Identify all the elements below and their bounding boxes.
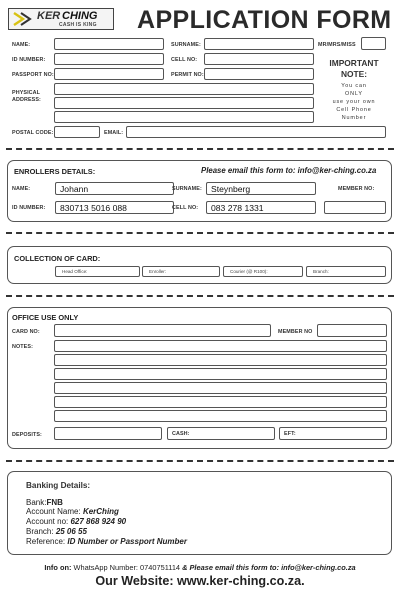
divider (6, 232, 394, 234)
divider (6, 148, 394, 150)
enroller-id-value: 830713 5016 088 (60, 203, 127, 213)
divider (6, 295, 394, 297)
collection-section (7, 246, 392, 284)
enroller-surname-label: SURNAME: (172, 186, 202, 192)
collection-branch[interactable] (306, 266, 386, 277)
collection-courier[interactable] (223, 266, 303, 277)
notes-line-1[interactable] (54, 340, 387, 352)
surname-field[interactable] (204, 38, 314, 50)
notes-line-5[interactable] (54, 396, 387, 408)
card-no-label: CARD NO: (12, 329, 40, 335)
reference-value: ID Number or Passport Number (67, 537, 187, 546)
note-line-2: ONLY (345, 91, 363, 97)
branch-label: Branch: (26, 527, 54, 536)
enroller-surname-field[interactable] (206, 182, 316, 195)
account-name-label: Account Name: (26, 507, 81, 516)
enroller-cell-label: CELL NO: (172, 205, 199, 211)
notes-line-4[interactable] (54, 382, 387, 394)
cash-label: CASH: (172, 431, 190, 437)
branch-value: 25 06 55 (55, 527, 87, 536)
id-number-label: ID NUMBER: (12, 57, 46, 63)
enroller-name-field[interactable] (55, 182, 174, 195)
enrollers-section (7, 160, 392, 222)
logo-brand-right: CHING (62, 10, 98, 22)
email-label: EMAIL: (104, 130, 124, 136)
office-member-field[interactable] (317, 324, 387, 337)
enroller-surname-value: Steynberg (211, 184, 251, 194)
collection-head-office-label: Head Office: (62, 269, 88, 274)
physical-address-label-2: ADDRESS: (12, 97, 41, 103)
enroller-id-field[interactable] (55, 201, 174, 214)
passport-field[interactable] (54, 68, 164, 80)
divider (6, 460, 394, 462)
account-no-label: Account no: (26, 517, 69, 526)
card-no-field[interactable] (54, 324, 271, 337)
collection-enroller[interactable] (142, 266, 220, 277)
footer-info (0, 563, 400, 572)
enroller-cell-value: 083 278 1331 (211, 203, 264, 213)
reference-label: Reference: (26, 537, 66, 546)
bank-value: FNB (46, 498, 63, 507)
cash-field[interactable] (167, 427, 275, 440)
enroller-member-field[interactable] (324, 201, 386, 214)
cell-label: CELL NO: (171, 57, 198, 63)
collection-courier-label: Courier (@ R100): (230, 269, 268, 274)
name-field[interactable] (54, 38, 164, 50)
account-no-value: 627 868 924 90 (70, 517, 127, 526)
note-title: IMPORTANT (329, 58, 379, 68)
note-title-2: NOTE: (340, 69, 368, 79)
branch-line (26, 527, 87, 536)
permit-label: PERMIT NO: (171, 72, 204, 78)
address-line-3[interactable] (54, 111, 314, 123)
deposits-field[interactable] (54, 427, 162, 440)
logo (8, 8, 114, 30)
surname-label: SURNAME: (171, 42, 201, 48)
office-member-label: MEMBER NO (278, 329, 313, 335)
passport-label: PASSPORT NO: (12, 72, 54, 78)
logo-brand-left: KER (37, 10, 61, 22)
cell-field[interactable] (204, 53, 314, 65)
notes-line-3[interactable] (54, 368, 387, 380)
footer-whatsapp: WhatsApp Number: 0740751114 (73, 563, 181, 572)
important-note (318, 56, 390, 122)
note-line-5: Number (341, 115, 367, 121)
banking-title: Banking Details: (26, 481, 91, 490)
eft-label: EFT: (284, 431, 296, 437)
deposits-label: DEPOSITS: (12, 432, 42, 438)
notes-line-6[interactable] (54, 410, 387, 422)
enroller-member-label: MEMBER NO: (338, 186, 375, 192)
bank-line (26, 498, 63, 507)
eft-field[interactable] (279, 427, 387, 440)
name-label: NAME: (12, 42, 31, 48)
enroller-cell-field[interactable] (206, 201, 316, 214)
collection-head-office[interactable] (55, 266, 140, 277)
notes-line-2[interactable] (54, 354, 387, 366)
permit-field[interactable] (204, 68, 314, 80)
page-title: APPLICATION FORM (137, 6, 392, 34)
collection-branch-label: Branch: (313, 269, 329, 274)
reference-line (26, 537, 187, 546)
account-name-line (26, 507, 119, 516)
footer-website[interactable]: Our Website: www.ker-ching.co.za. (95, 574, 305, 588)
email-field[interactable] (126, 126, 386, 138)
postal-code-label: POSTAL CODE: (12, 130, 54, 136)
title-label: MR/MRS/MISS (318, 42, 356, 48)
footer-email-note: & Please email this form to: info@ker-ching.co.za (182, 563, 356, 572)
note-line-3: use your own (332, 99, 376, 105)
address-line-1[interactable] (54, 83, 314, 95)
enroller-id-label: ID NUMBER: (12, 205, 46, 211)
collection-enroller-label: Enroller: (149, 269, 167, 274)
collection-title: COLLECTION OF CARD: (14, 254, 101, 263)
address-line-2[interactable] (54, 97, 314, 109)
enroller-name-label: NAME: (12, 186, 31, 192)
enroller-name-value: Johann (60, 184, 89, 194)
note-line-1: You can (341, 83, 367, 89)
physical-address-label: PHYSICAL (12, 90, 41, 96)
bank-label: Bank: (26, 498, 47, 507)
logo-emblem (13, 11, 35, 27)
enrollers-email-note: Please email this form to: info@ker-ching.co.za (201, 166, 377, 175)
id-number-field[interactable] (54, 53, 164, 65)
enrollers-title: ENROLLERS DETAILS: (14, 167, 96, 176)
account-name-value: KerChing (82, 507, 119, 516)
logo-tagline: CASH IS KING (59, 22, 97, 28)
account-no-line (26, 517, 126, 526)
title-field[interactable] (361, 37, 386, 50)
office-section (7, 307, 392, 449)
footer-info-label: Info on: (44, 563, 72, 572)
note-line-4: Cell Phone (336, 107, 372, 113)
notes-label: NOTES: (12, 344, 33, 350)
postal-code-field[interactable] (54, 126, 100, 138)
office-title: OFFICE USE ONLY (12, 313, 79, 322)
